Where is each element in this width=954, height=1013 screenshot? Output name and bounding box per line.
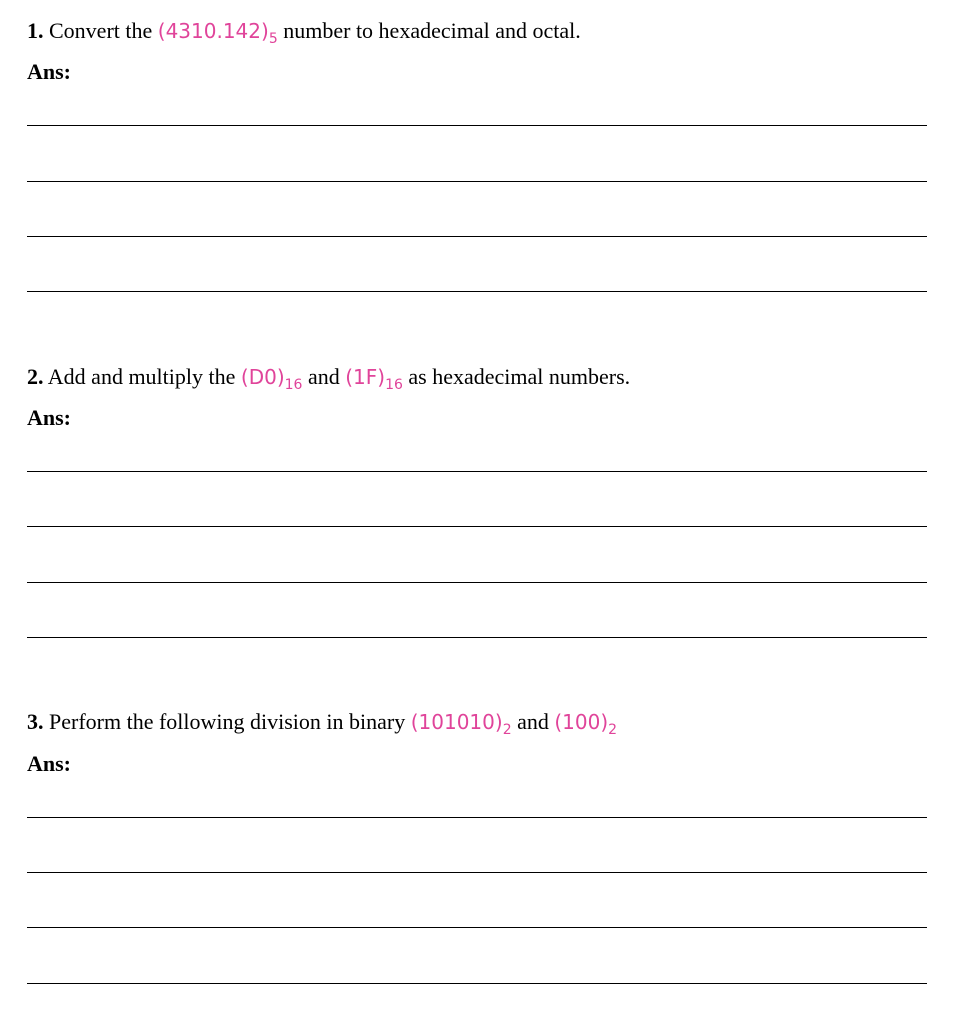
answer-line[interactable] bbox=[27, 181, 927, 182]
question-text: as hexadecimal numbers. bbox=[408, 364, 631, 389]
answer-label: Ans: bbox=[27, 405, 72, 430]
base-subscript: 16 bbox=[284, 377, 303, 393]
math-number: $(101010)_2$ bbox=[410, 710, 512, 738]
answer-label: Ans: bbox=[27, 751, 72, 776]
base-subscript: 2 bbox=[608, 722, 618, 738]
question-text: Add and multiply the bbox=[47, 364, 236, 389]
answer-line[interactable] bbox=[27, 471, 927, 472]
question-1 bbox=[27, 18, 581, 47]
math-number: $(1F)_{16}$ bbox=[345, 365, 403, 393]
answer-line[interactable] bbox=[27, 927, 927, 928]
question-number: 3. bbox=[27, 709, 44, 734]
answer-line[interactable] bbox=[27, 582, 927, 583]
question-3 bbox=[27, 709, 618, 738]
base-subscript: 16 bbox=[385, 377, 403, 393]
question-text: Convert the bbox=[49, 18, 153, 43]
math-number: $(100)_2$ bbox=[554, 710, 618, 738]
base-subscript: 5 bbox=[268, 31, 278, 47]
question-text: Perform the following division in binary bbox=[49, 709, 406, 734]
answer-line[interactable] bbox=[27, 983, 927, 984]
answer-label: Ans: bbox=[27, 59, 72, 84]
base-subscript: 2 bbox=[502, 722, 512, 738]
math-number: $(4310.142)_5$ bbox=[157, 19, 278, 47]
answer-line[interactable] bbox=[27, 872, 927, 873]
math-number: $(D0)_{16}$ bbox=[240, 365, 303, 393]
question-text: and bbox=[307, 364, 340, 389]
answer-line[interactable] bbox=[27, 637, 927, 638]
answer-line[interactable] bbox=[27, 125, 927, 126]
answer-line[interactable] bbox=[27, 526, 927, 527]
question-2 bbox=[27, 364, 631, 393]
question-number: 1. bbox=[27, 18, 44, 43]
question-number: 2. bbox=[27, 364, 44, 389]
question-text: and bbox=[517, 709, 549, 734]
question-text: number to hexadecimal and octal. bbox=[283, 18, 581, 43]
answer-line[interactable] bbox=[27, 291, 927, 292]
answer-line[interactable] bbox=[27, 817, 927, 818]
answer-line[interactable] bbox=[27, 236, 927, 237]
